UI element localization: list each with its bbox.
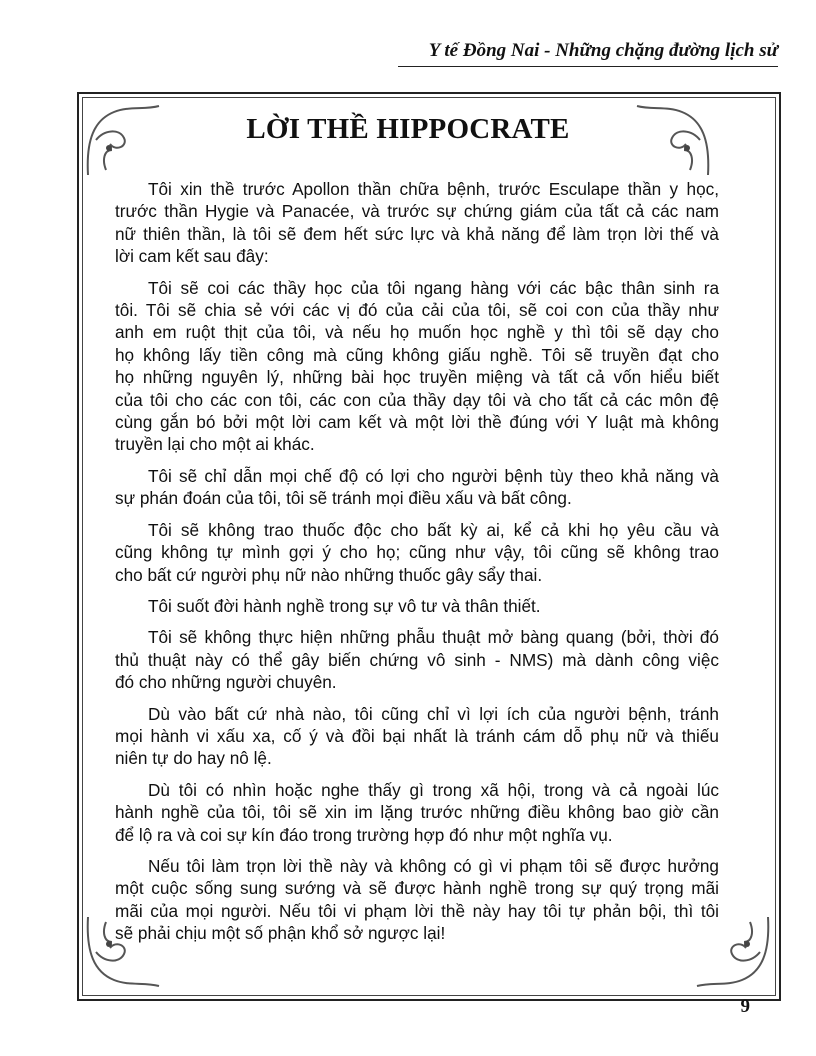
text-line: họ không lấy tiền công mà cũng không giấu nghề. Tôi sẽ truyền đạt cho — [115, 344, 719, 365]
text-line: Tôi sẽ coi các thầy học của tôi ngang hàng với các bậc thân sinh ra — [148, 277, 719, 298]
text-line: cũng không tự mình gợi ý cho họ; cũng như vậy, tôi cũng sẽ không trao — [115, 542, 719, 563]
text-line: Dù tôi có nhìn hoặc nghe thấy gì trong xã hội, trong và cả ngoài lúc — [148, 779, 719, 800]
running-head-rule — [398, 66, 778, 67]
text-line: họ những nguyên lý, những bài học truyền miệng và tất cả vốn hiểu biết — [115, 367, 719, 388]
text-line: lời cam kết sau đây: — [115, 246, 269, 267]
text-line: mọi hành vi xấu xa, cố ý và đồi bại nhất là tránh cám dỗ phụ nữ và thiếu — [115, 725, 719, 746]
paragraph — [115, 595, 719, 617]
text-line: Dù vào bất cứ nhà nào, tôi cũng chỉ vì lợi ích của người bệnh, tránh — [148, 703, 719, 724]
text-line: mãi của mọi người. Nếu tôi vi phạm lời thề này hay tôi tự phản bội, thì tôi — [115, 900, 719, 921]
text-line: Tôi suốt đời hành nghề trong sự vô tư và thân thiết. — [148, 595, 541, 616]
text-line: anh em ruột thịt của tôi, và nếu họ muốn học nghề y thì tôi sẽ dạy cho — [115, 322, 719, 343]
text-line: Tôi sẽ không thực hiện những phẫu thuật mở bàng quang (bởi, thời đó — [148, 627, 719, 648]
paragraph — [115, 703, 719, 770]
paragraph — [115, 465, 719, 510]
text-line: niên tự do hay nô lệ. — [115, 748, 272, 769]
text-line: hành nghề của tôi, tôi sẽ xin im lặng trước những điều không bao giờ cần — [115, 802, 719, 823]
text-line: để lộ ra và coi sự kín đáo trong trường hợp đó như một nghĩa vụ. — [115, 824, 613, 845]
paragraph — [115, 855, 719, 945]
text-line: cho bất cứ người phụ nữ nào những thuốc gây sẩy thai. — [115, 564, 543, 585]
text-line: cùng gắn bó bởi một lời cam kết và một lời thề đúng với Y luật mà không — [115, 412, 719, 433]
text-line: Nếu tôi làm trọn lời thề này và không có gì vi phạm tôi sẽ được hưởng — [148, 855, 719, 876]
text-line: Tôi sẽ chỉ dẫn mọi chế độ có lợi cho người bệnh tùy theo khả năng và — [148, 465, 719, 486]
running-head: Y tế Đồng Nai - Những chặng đường lịch sử — [428, 40, 778, 61]
text-line: sự phán đoán của tôi, tôi sẽ tránh mọi điều xấu và bất công. — [115, 488, 572, 509]
paragraph — [115, 178, 719, 268]
text-line: sẽ phải chịu một số phận khổ sở ngược lại! — [115, 923, 446, 944]
text-line: của tôi cho các con tôi, các con của thầy dạy tôi và cho tất cả các môn đệ — [115, 389, 719, 410]
text-line: nữ thiên thần, là tôi sẽ đem hết sức lực và khả năng để làm trọn lời thế và — [115, 223, 719, 244]
paragraph — [115, 626, 719, 693]
text-line: Tôi xin thề trước Apollon thần chữa bệnh, trước Esculape thần y học, — [148, 179, 719, 199]
paragraph — [115, 519, 719, 586]
text-line: tôi. Tôi sẽ chia sẻ với các vị đó của cải của tôi, sẽ coi con của thầy như — [115, 300, 719, 321]
text-line: trước thần Hygie và Panacée, và trước sự chứng giám của tất cả các nam — [115, 201, 719, 222]
text-line: Tôi sẽ không trao thuốc độc cho bất kỳ ai, kể cả khi họ yêu cầu và — [148, 519, 719, 540]
paragraph — [115, 779, 719, 846]
text-line: truyền lại cho một ai khác. — [115, 434, 315, 455]
text-line: một cuộc sống sung sướng và sẽ được hành nghề trong sự quý trọng mãi — [115, 878, 719, 899]
text-line: đó cho những người chuyên. — [115, 672, 337, 693]
page-title: LỜI THỀ HIPPOCRATE — [246, 113, 570, 145]
text-line: thủ thuật này có thể gây biến chứng vô sinh - NMS) mà dành công việc — [115, 649, 719, 670]
oath-body — [115, 178, 719, 954]
paragraph — [115, 277, 719, 456]
page-number: 9 — [740, 996, 750, 1017]
